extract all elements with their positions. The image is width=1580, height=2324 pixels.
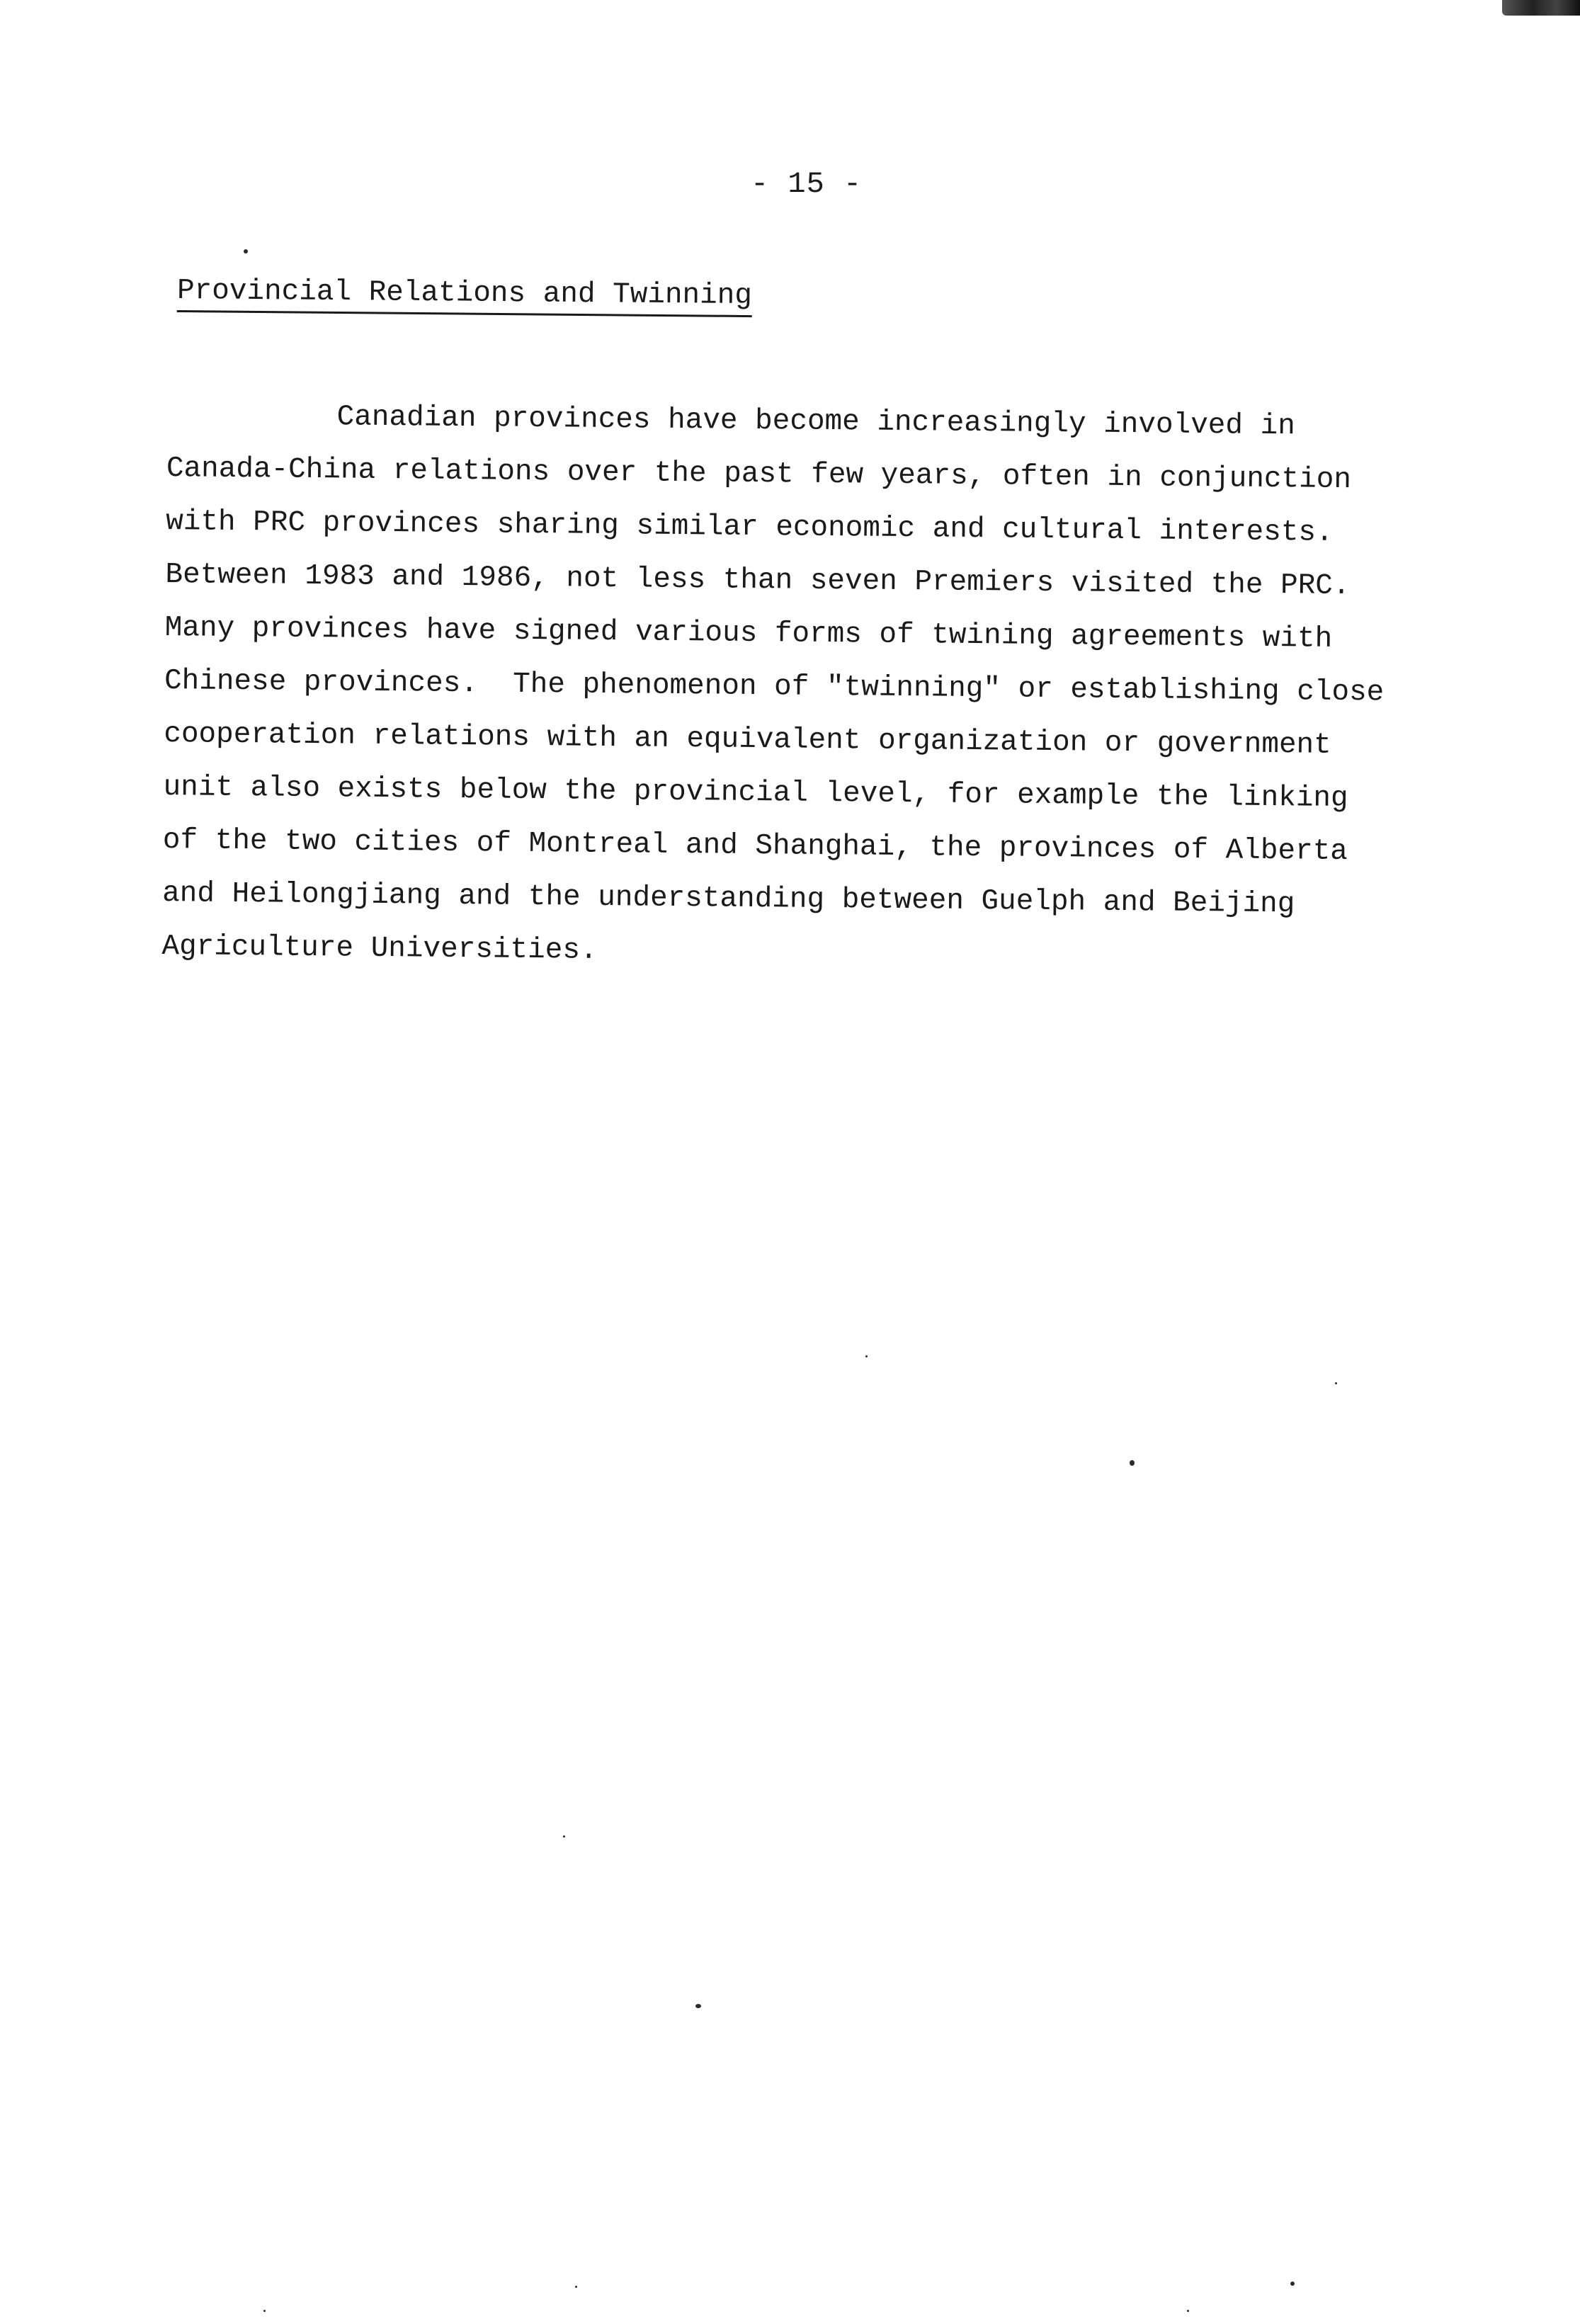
paragraph-line: with PRC provinces sharing similar economic and cultural interests. [165, 505, 1334, 549]
scan-edge-mark [1502, 0, 1580, 16]
paragraph-line: Agriculture Universities. [161, 930, 598, 967]
paragraph-line: of the two cities of Montreal and Shanghai, the provinces of Alberta [162, 824, 1348, 869]
paragraph-line: unit also exists below the provincial level, for example the linking [163, 770, 1348, 816]
body-paragraph [161, 389, 1442, 986]
scan-speck [563, 1835, 565, 1838]
paragraph-line: cooperation relations with an equivalent organization or government [164, 717, 1331, 762]
scan-speck [865, 1355, 868, 1357]
scan-speck [575, 2286, 577, 2288]
paragraph-line: Chinese provinces. The phenomenon of "twinning" or establishing close [164, 664, 1385, 710]
paragraph-line: Between 1983 and 1986, not less than seven Premiers visited the PRC. [165, 558, 1351, 603]
scan-speck [1290, 2282, 1295, 2286]
paragraph-line: Canada-China relations over the past few years, often in conjunction [166, 452, 1352, 497]
scan-speck [1335, 1382, 1337, 1384]
paragraph-line: and Heilongjiang and the understanding between Guelph and Beijing [161, 877, 1295, 921]
page-number: - 15 - [751, 167, 863, 201]
scan-speck [1130, 1460, 1135, 1466]
scan-speck [695, 2004, 701, 2008]
scan-speck [244, 249, 248, 254]
section-heading: Provincial Relations and Twinning [177, 275, 752, 317]
scan-speck [263, 2310, 266, 2312]
scan-speck [1187, 2310, 1189, 2312]
paragraph-line: Canadian provinces have become increasingly involved in [336, 401, 1296, 443]
paragraph-line: Many provinces have signed various forms of twining agreements with [164, 611, 1333, 656]
